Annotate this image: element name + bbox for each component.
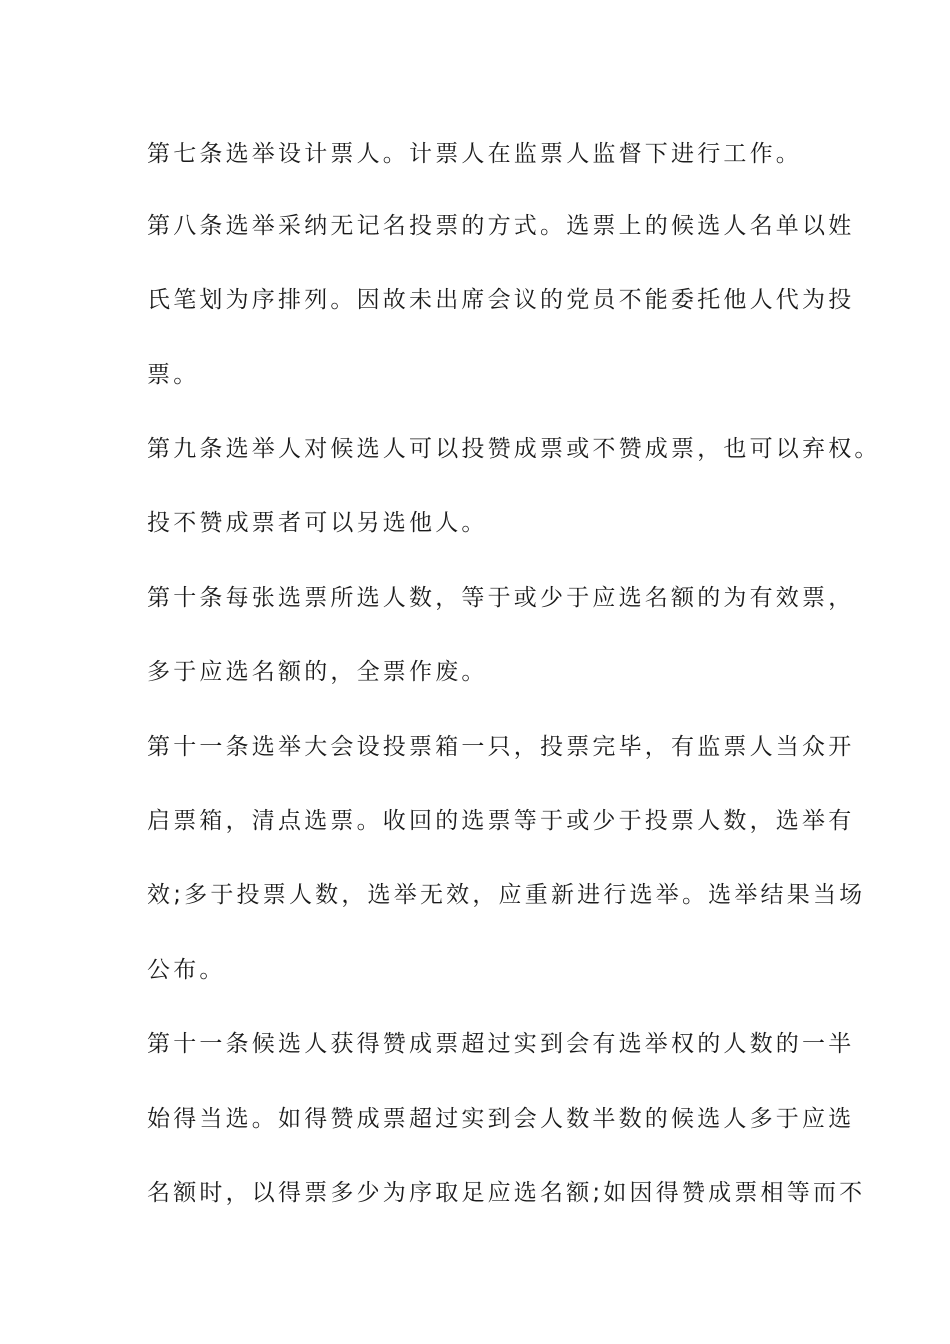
text-line: 第九条选举人对候选人可以投赞成票或不赞成票，也可以弃权。 bbox=[147, 436, 881, 462]
text-line: 第七条选举设计票人。计票人在监票人监督下进行工作。 bbox=[147, 141, 802, 167]
text-line: 票。 bbox=[147, 362, 200, 388]
text-line: 名额时，以得票多少为序取足应选名额;如因得赞成票相等而不 bbox=[147, 1180, 866, 1206]
text-line: 启票箱，清点选票。收回的选票等于或少于投票人数，选举有 bbox=[147, 808, 855, 834]
text-line: 多于应选名额的，全票作废。 bbox=[147, 659, 488, 685]
text-line: 氏笔划为序排列。因故未出席会议的党员不能委托他人代为投 bbox=[147, 287, 855, 313]
text-line: 第十条每张选票所选人数，等于或少于应选名额的为有效票， bbox=[147, 585, 855, 611]
text-line: 公布。 bbox=[147, 957, 226, 983]
text-line: 投不赞成票者可以另选他人。 bbox=[147, 510, 488, 536]
text-line: 效;多于投票人数，选举无效，应重新进行选举。选举结果当场 bbox=[147, 882, 866, 908]
text-line: 第十一条选举大会设投票箱一只，投票完毕，有监票人当众开 bbox=[147, 734, 855, 760]
text-line: 第十一条候选人获得赞成票超过实到会有选举权的人数的一半 bbox=[147, 1031, 855, 1057]
text-line: 始得当选。如得赞成票超过实到会人数半数的候选人多于应选 bbox=[147, 1106, 855, 1132]
text-line: 第八条选举采纳无记名投票的方式。选票上的候选人名单以姓 bbox=[147, 213, 855, 239]
